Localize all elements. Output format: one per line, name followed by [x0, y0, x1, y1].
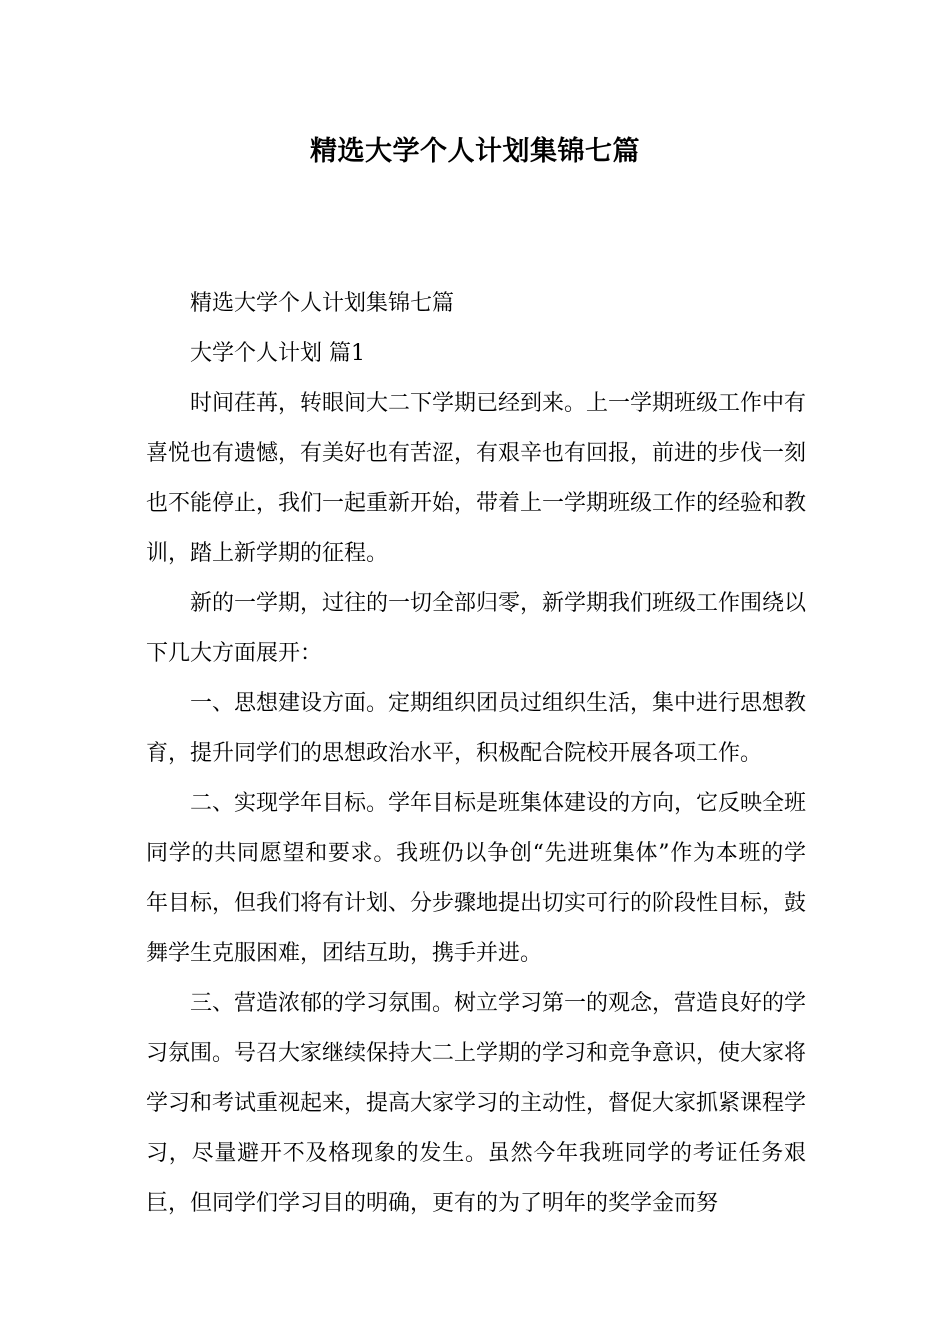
- paragraph: 新的一学期，过往的一切全部归零，新学期我们班级工作围绕以下几大方面展开：: [146, 591, 807, 666]
- paragraph-subtitle: 精选大学个人计划集锦七篇: [190, 291, 455, 316]
- paragraph: 三、营造浓郁的学习氛围。树立学习第一的观念，营造良好的学习氛围。号召大家继续保持大二上学期的学习和竞争意识，使大家将学习和考试重视起来，提高大家学习的主动性，督促大家抓紧课程学习，尽量避开不及格现象的发生。虽然今年我班同学的考证任务艰巨，但同学们学习目的明确，更有的为了明年的奖学金而努: [146, 991, 807, 1216]
- paragraph: 二、实现学年目标。学年目标是班集体建设的方向，它反映全班同学的共同愿望和要求。我班仍以争创“先进班集体”作为本班的学年目标，但我们将有计划、分步骤地提出切实可行的阶段性目标，鼓舞学生克服困难，团结互助，携手并进。: [146, 791, 807, 966]
- document-body: [146, 279, 806, 1229]
- paragraph: 时间荏苒，转眼间大二下学期已经到来。上一学期班级工作中有喜悦也有遗憾，有美好也有苦涩，有艰辛也有回报，前进的步伐一刻也不能停止，我们一起重新开始，带着上一学期班级工作的经验和教训，踏上新学期的征程。: [146, 391, 807, 566]
- paragraph-section-heading: 大学个人计划 篇1: [190, 341, 365, 366]
- document-title: 精选大学个人计划集锦七篇: [310, 136, 640, 167]
- paragraph: 一、思想建设方面。定期组织团员过组织生活，集中进行思想教育，提升同学们的思想政治水平，积极配合院校开展各项工作。: [146, 691, 807, 766]
